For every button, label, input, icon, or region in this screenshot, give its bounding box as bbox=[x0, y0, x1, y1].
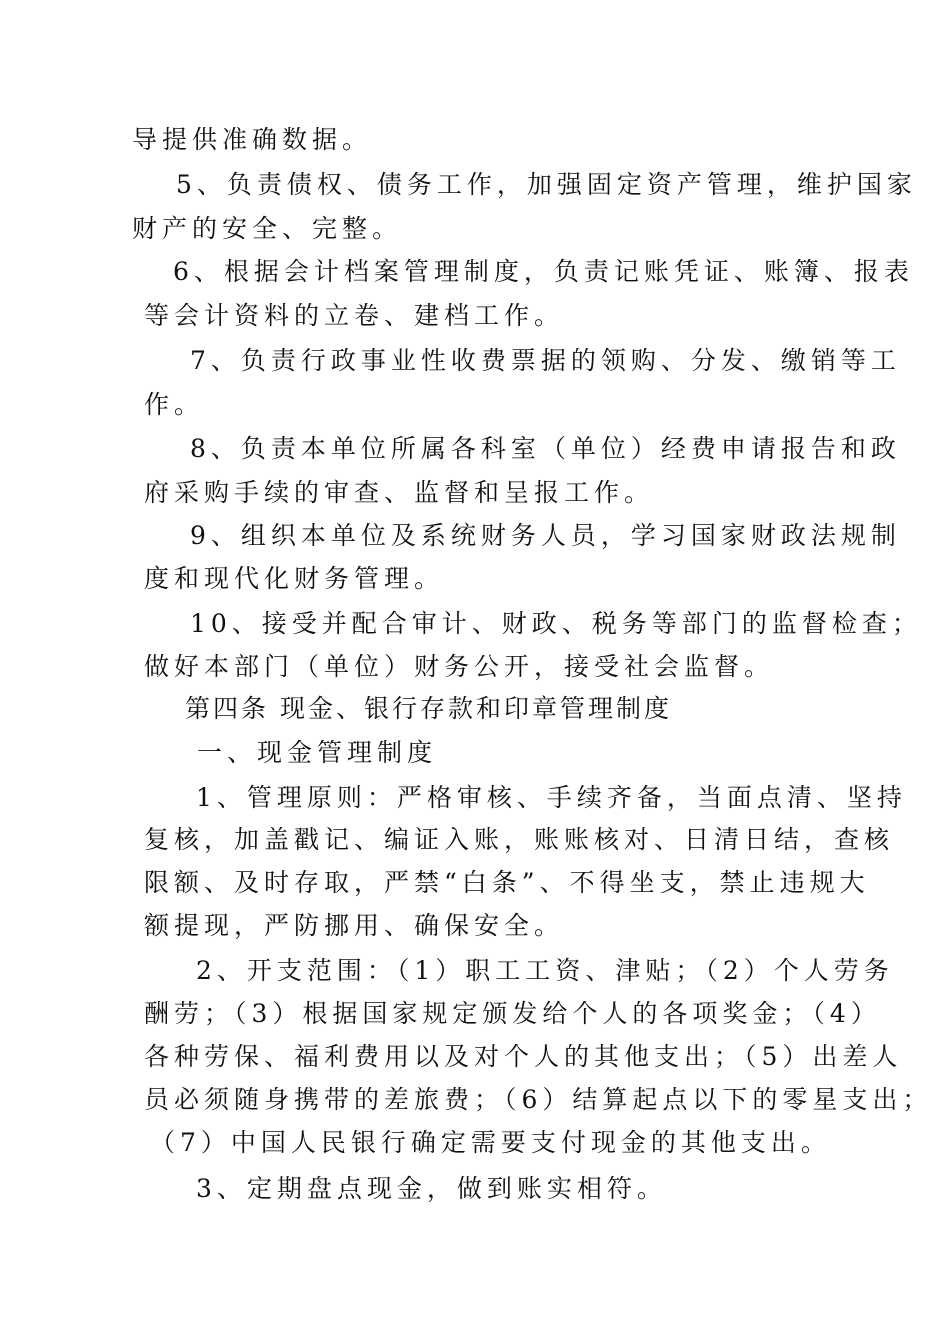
subsection-heading: 一、现金管理制度 bbox=[197, 738, 438, 767]
text-line: 财产的安全、完整。 bbox=[132, 214, 403, 243]
text-line: 各种劳保、福利费用以及对个人的其他支出；（5）出差人 bbox=[144, 1042, 903, 1071]
text-line: 2、开支范围：（1）职工工资、津贴；（2）个人劳务 bbox=[196, 956, 894, 985]
text-line: 复核，加盖戳记、编证入账，账账核对、日清日结，查核 bbox=[144, 825, 895, 854]
text-line: 1、管理原则：严格审核、手续齐备，当面点清、坚持 bbox=[196, 783, 907, 812]
text-line: 10、接受并配合审计、财政、税务等部门的监督检查； bbox=[190, 609, 922, 638]
text-line: 额提现，严防挪用、确保安全。 bbox=[144, 911, 565, 940]
text-line: （7）中国人民银行确定需要支付现金的其他支出。 bbox=[150, 1128, 831, 1157]
text-line: 3、定期盘点现金，做到账实相符。 bbox=[196, 1174, 667, 1203]
text-line: 6、根据会计档案管理制度，负责记账凭证、账簿、报表 bbox=[173, 257, 914, 286]
text-line: 做好本部门（单位）财务公开，接受社会监督。 bbox=[144, 652, 775, 681]
text-line: 5、负责债权、债务工作，加强固定资产管理，维护国家 bbox=[176, 170, 917, 199]
text-line: 酬劳；（3）根据国家规定颁发给个人的各项奖金；（4） bbox=[144, 999, 881, 1028]
text-line: 9、组织本单位及系统财务人员，学习国家财政法规制 bbox=[190, 521, 901, 550]
text-line: 员必须随身携带的差旅费；（6）结算起点以下的零星支出； bbox=[144, 1085, 933, 1114]
text-line: 等会计资料的立卷、建档工作。 bbox=[144, 301, 565, 330]
text-line: 度和现代化财务管理。 bbox=[144, 564, 445, 593]
text-line: 作。 bbox=[144, 390, 205, 419]
text-line: 限额、及时存取，严禁“白条”、不得坐支，禁止违规大 bbox=[144, 868, 870, 897]
text-line: 7、负责行政事业性收费票据的领购、分发、缴销等工 bbox=[190, 346, 901, 375]
text-line: 府采购手续的审查、监督和呈报工作。 bbox=[144, 478, 655, 507]
text-line: 导提供准确数据。 bbox=[132, 125, 373, 154]
text-line: 8、负责本单位所属各科室（单位）经费申请报告和政 bbox=[190, 434, 901, 463]
section-heading: 第四条 现金、银行存款和印章管理制度 bbox=[185, 694, 672, 723]
